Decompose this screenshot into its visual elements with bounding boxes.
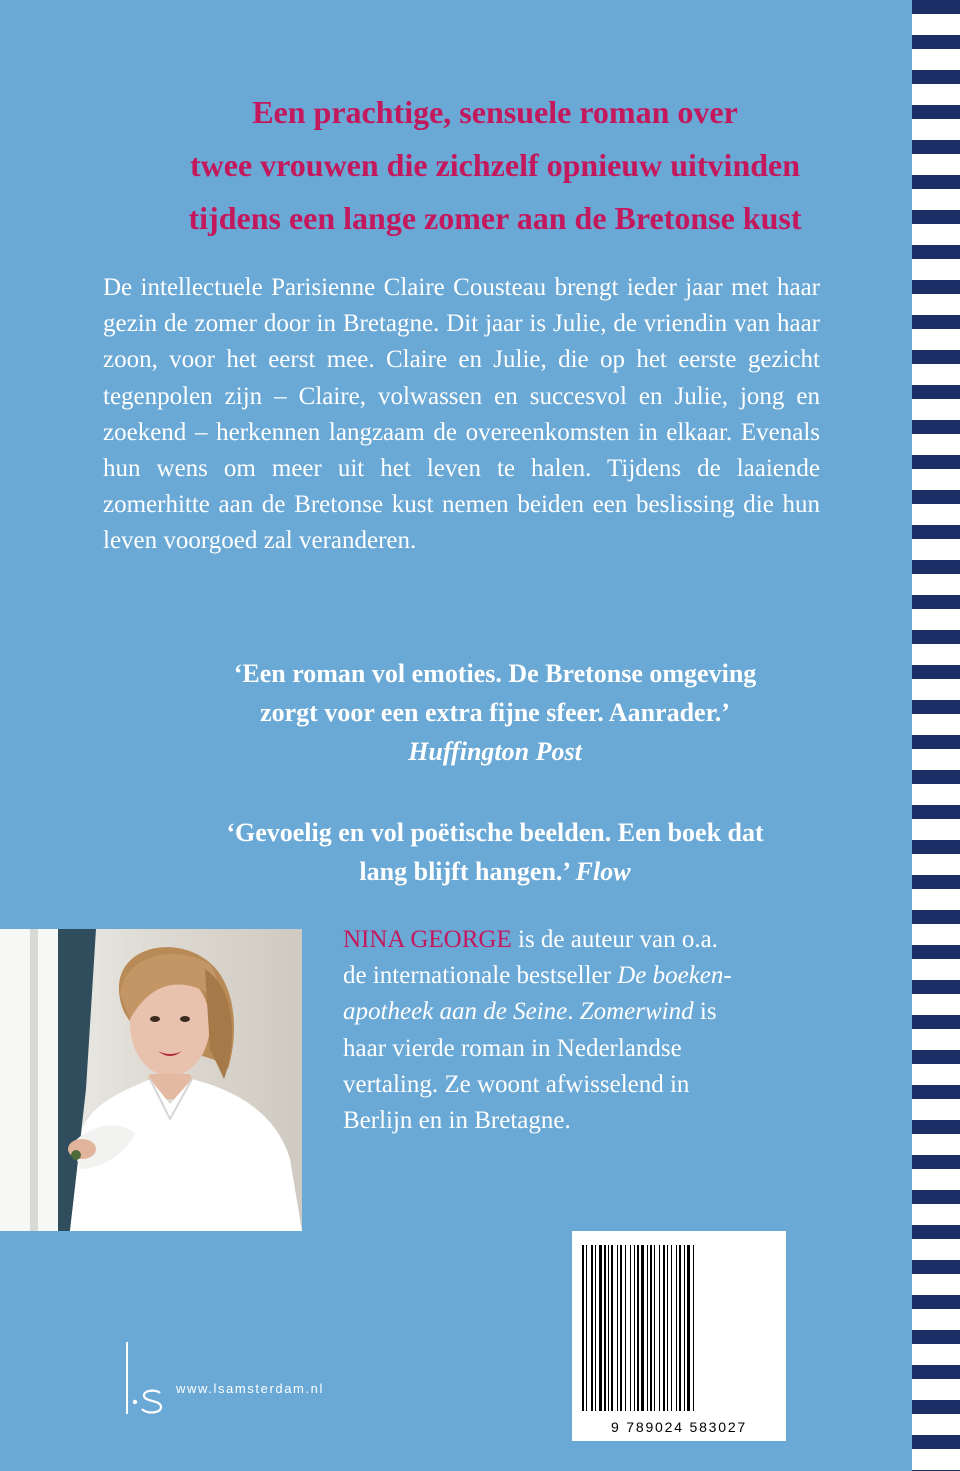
quote-line: lang blijft hangen.’ — [359, 857, 570, 886]
tagline-line: twee vrouwen die zichzelf opnieuw uitvinden — [189, 147, 801, 183]
barcode-bar — [676, 1245, 677, 1411]
striped-border — [912, 0, 960, 1471]
bio-text: is de auteur van o.a. de internationale bestseller — [343, 926, 718, 990]
barcode-bar — [620, 1245, 622, 1411]
book-title: De boeken-apotheek aan de Seine — [343, 962, 732, 1026]
quote-line: ‘Gevoelig en vol poëtische beelden. Een boek dat — [226, 818, 764, 847]
barcode — [572, 1231, 786, 1441]
barcode-bar — [679, 1245, 681, 1411]
barcode-bar — [647, 1245, 648, 1411]
barcode-bar — [667, 1245, 668, 1411]
quote-source: Flow — [575, 857, 631, 886]
tagline — [80, 86, 910, 245]
barcode-bar — [687, 1245, 690, 1411]
barcode-bar — [654, 1245, 655, 1411]
barcode-bar — [617, 1245, 618, 1411]
review-quote-1 — [80, 654, 910, 771]
quote-line: ‘Een roman vol emoties. De Bretonse omgeving — [233, 659, 757, 688]
barcode-bar — [591, 1245, 593, 1411]
barcode-bar — [595, 1245, 596, 1411]
tagline-line: Een prachtige, sensuele roman over — [252, 94, 738, 130]
barcode-bar — [586, 1245, 587, 1411]
barcode-bar — [630, 1245, 631, 1411]
barcode-bar — [611, 1245, 613, 1411]
author-photo — [0, 929, 302, 1231]
book-title: Zomerwind — [579, 998, 694, 1026]
barcode-bar — [663, 1245, 665, 1411]
tagline-line: tijdens een lange zomer aan de Bretonse kust — [188, 200, 802, 236]
barcode-bar — [650, 1245, 652, 1411]
barcode-bar — [671, 1245, 672, 1411]
isbn-number: 9 789024 583027 — [611, 1419, 747, 1435]
barcode-bar — [641, 1245, 644, 1411]
barcode-bar — [608, 1245, 609, 1411]
quote-source: Huffington Post — [408, 737, 582, 766]
quote-line: zorgt voor een extra fijne sfeer. Aanrader.’ — [260, 698, 730, 727]
ls-publisher-logo-icon — [126, 1342, 166, 1414]
barcode-bar — [693, 1245, 694, 1411]
author-bio — [343, 922, 740, 1139]
review-quote-2 — [80, 813, 910, 891]
publisher-website: www.lsamsterdam.nl — [176, 1381, 324, 1396]
synopsis: De intellectuele Parisienne Claire Cousteau brengt ieder jaar met haar gezin de zomer door in Bretagne. Dit jaar is Julie, de vriendin van haar zoon, voor het eerst mee. Claire en Julie, die op het eerste gezicht tegenpolen zijn – Claire, volwassen en succesvol en Julie, jong en zoekend – herkennen langzaam de overeenkomsten in elkaar. Evenals hun wens om meer uit het leven te halen. Tijdens de laaiende zomerhitte aan de Bretonse kust nemen beiden een beslissing die hun leven voorgoed zal veranderen. — [103, 274, 820, 555]
barcode-bar — [684, 1245, 685, 1411]
author-name: NINA GEORGE — [343, 926, 512, 953]
barcode-bars — [572, 1231, 786, 1441]
barcode-bar — [637, 1245, 639, 1411]
barcode-bar — [582, 1245, 584, 1411]
barcode-bar — [659, 1245, 660, 1411]
barcode-bar — [604, 1245, 606, 1411]
barcode-bar — [599, 1245, 602, 1411]
barcode-bar — [625, 1245, 626, 1411]
bio-text: . — [567, 998, 580, 1026]
bio-text: is haar vierde roman in Nederlandse vertaling. Ze woont afwisselend in Berlijn en in Bretagne. — [343, 998, 717, 1135]
barcode-bar — [634, 1245, 635, 1411]
